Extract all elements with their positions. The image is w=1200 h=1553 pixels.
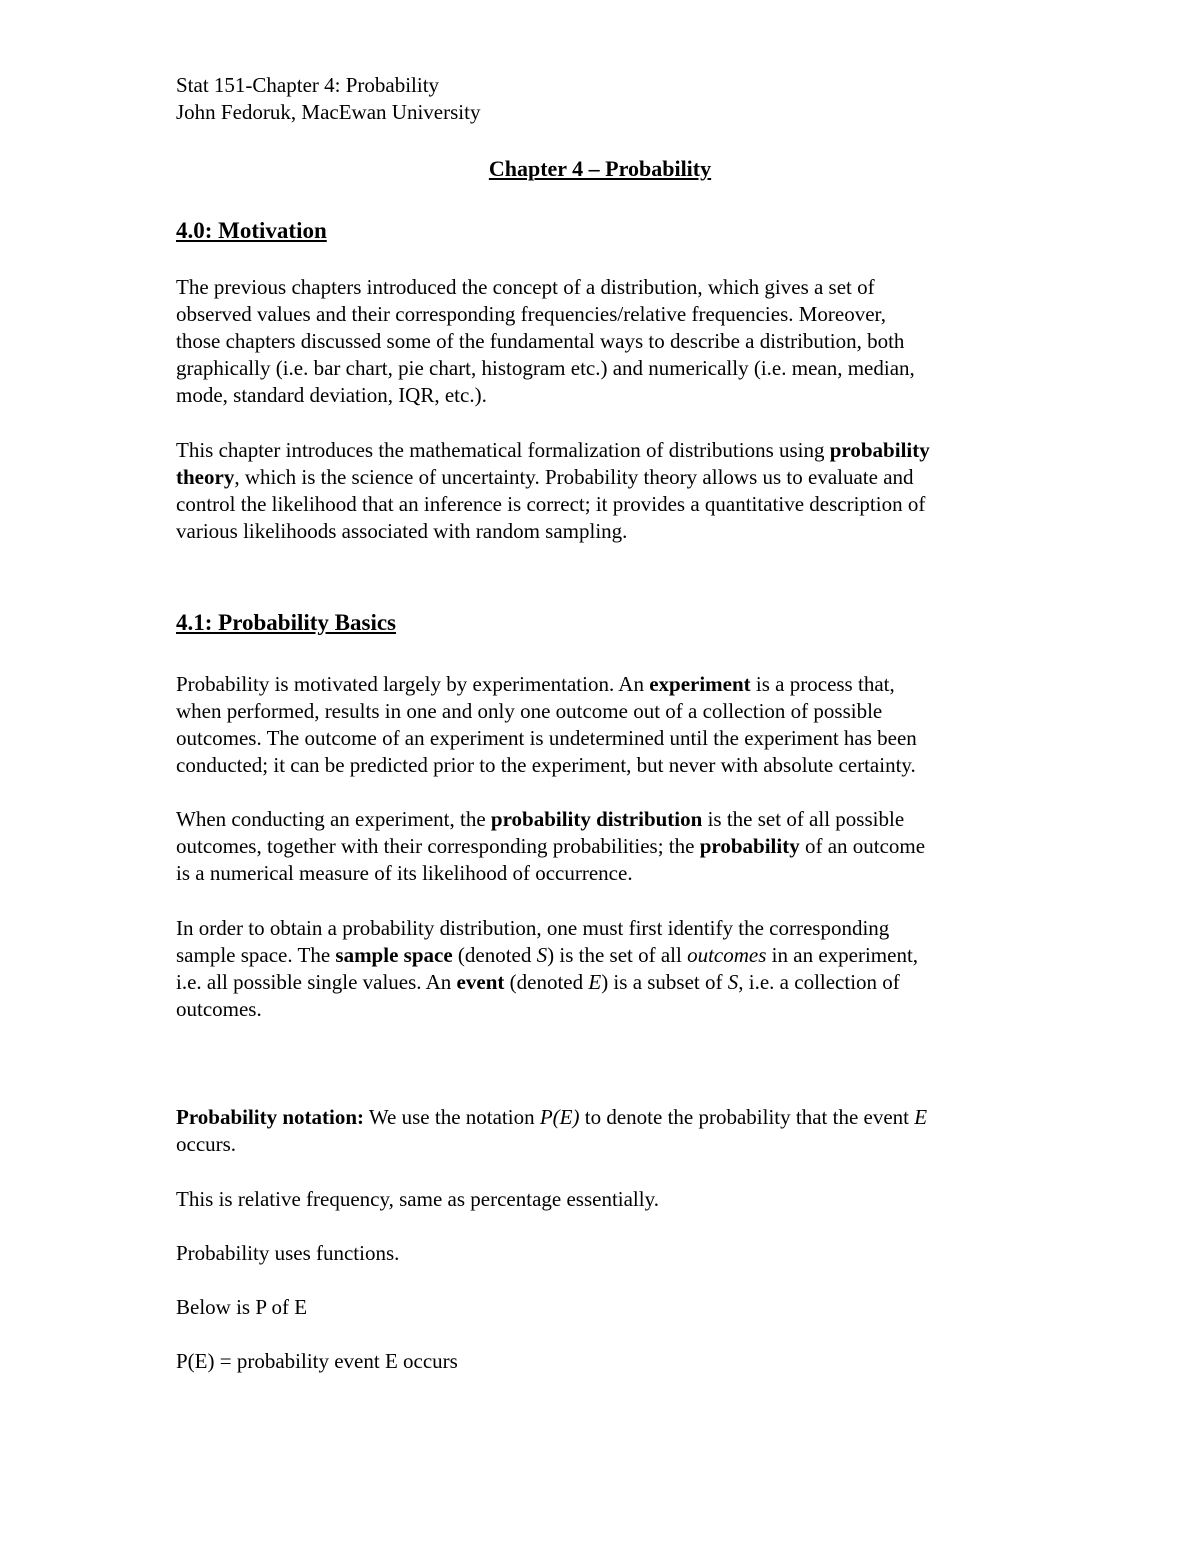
text-line [176,464,1036,491]
text-line: outcomes. [176,997,262,1021]
text-line: In order to obtain a probability distribution, one must first identify the corresponding [176,916,890,940]
probability-notation-paragraph [176,1104,1036,1158]
text-line: The previous chapters introduced the concept of a distribution, which gives a set of [176,275,875,299]
text-run: i.e. all possible single values. An [176,970,457,994]
term-probability: probability [829,438,930,462]
text-run: This chapter introduces the mathematical formalization of distributions using [176,438,830,462]
text-run: (denoted [504,970,589,994]
note-functions [176,1240,1036,1267]
text-line [176,671,1036,698]
text-run: in an experiment, [766,943,919,967]
text-line: is a numerical measure of its likelihood of occurrence. [176,861,633,885]
text-run: When conducting an experiment, the [176,807,491,831]
term-probability-distribution: probability distribution [490,807,703,831]
term-experiment: experiment [649,672,751,696]
text-run: Probability is motivated largely by experimentation. An [176,672,650,696]
term-theory: theory [176,465,235,489]
text-line [176,833,1036,860]
text-run: outcomes, together with their corresponding probabilities; the [176,834,700,858]
text-line: control the likelihood that an inference is correct; it provides a quantitative description of [176,492,926,516]
text-line: This is relative frequency, same as percentage essentially. [176,1187,659,1211]
text-line: observed values and their corresponding frequencies/relative frequencies. Moreover, [176,302,886,326]
text-run: ) is the set of all [547,943,688,967]
document-header [176,72,480,126]
section-heading-basics: 4.1: Probability Basics [176,610,397,635]
term-event: event [456,970,505,994]
symbol-e: E [914,1105,928,1129]
text-run: We use the notation [364,1105,540,1129]
text-line: Probability uses functions. [176,1241,400,1265]
symbol-e: E [588,970,602,994]
text-line: mode, standard deviation, IQR, etc.). [176,383,487,407]
text-run: , which is the science of uncertainty. Probability theory allows us to evaluate and [234,465,914,489]
text-line [176,437,1036,464]
term-outcomes: outcomes [687,943,767,967]
symbol-s: S [536,943,548,967]
basics-paragraph-1 [176,671,1036,779]
text-line: outcomes. The outcome of an experiment is undetermined until the experiment has been [176,726,917,750]
text-line: Below is P of E [176,1295,308,1319]
text-line [176,969,1036,996]
text-run: (denoted [452,943,537,967]
symbol-s: S [727,970,739,994]
note-definition [176,1348,1036,1375]
text-line: conducted; it can be predicted prior to the experiment, but never with absolute certainty. [176,753,916,777]
motivation-paragraph-1 [176,274,1036,409]
text-line: occurs. [176,1132,237,1156]
motivation-paragraph-2 [176,437,1036,545]
text-run: is a process that, [750,672,895,696]
basics-paragraph-2 [176,806,1036,887]
chapter-title: Chapter 4 – Probability [488,156,712,181]
text-line [176,942,1036,969]
text-line: when performed, results in one and only one outcome out of a collection of possible [176,699,883,723]
text-line: P(E) = probability event E occurs [176,1349,458,1373]
author-line: John Fedoruk, MacEwan University [176,100,481,124]
basics-paragraph-3 [176,915,1036,1023]
section-heading-motivation: 4.0: Motivation [176,218,327,243]
text-run: sample space. The [176,943,336,967]
text-run: to denote the probability that the event [579,1105,915,1129]
text-run: ) is a subset of [601,970,728,994]
term-sample-space: sample space [335,943,453,967]
text-line: graphically (i.e. bar chart, pie chart, histogram etc.) and numerically (i.e. mean, median, [176,356,915,380]
symbol-p-of-e: P(E) [539,1105,580,1129]
notation-label: Probability notation: [176,1105,365,1129]
text-line: various likelihoods associated with random sampling. [176,519,628,543]
text-line [176,1104,1036,1131]
note-relative-frequency [176,1186,1036,1213]
text-run: of an outcome [799,834,926,858]
term-probability: probability [699,834,800,858]
text-line [176,806,1036,833]
note-p-of-e [176,1294,1036,1321]
text-line: those chapters discussed some of the fundamental ways to describe a distribution, both [176,329,905,353]
text-run: , i.e. a collection of [738,970,900,994]
text-run: is the set of all possible [702,807,905,831]
course-line: Stat 151-Chapter 4: Probability [176,73,440,97]
